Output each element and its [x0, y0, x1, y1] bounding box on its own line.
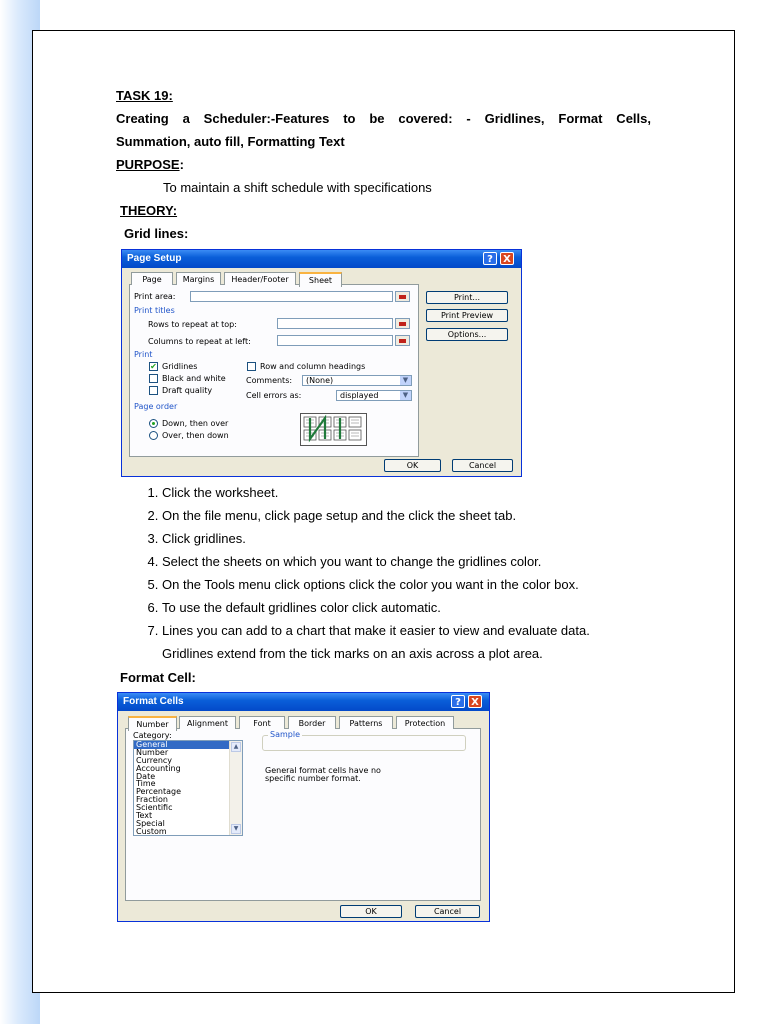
down-then-over-label: Down, then over [162, 419, 229, 428]
list-item: 5. On the Tools menu click options click the color you want in the color box. [162, 576, 656, 599]
help-icon[interactable]: ? [483, 252, 497, 265]
cancel-button[interactable]: Cancel [415, 905, 480, 918]
list-item[interactable]: General [134, 741, 242, 749]
list-item[interactable]: Number [136, 747, 169, 757]
close-icon[interactable]: X [500, 252, 514, 265]
list-item[interactable]: Fraction [136, 795, 168, 805]
collapse-dialog-icon[interactable] [395, 318, 410, 329]
tab-patterns[interactable]: Patterns [339, 716, 393, 729]
gridlines-checkbox[interactable]: ✔ [150, 362, 157, 371]
list-item[interactable]: Special [136, 818, 165, 828]
chevron-down-icon: ▼ [400, 376, 411, 385]
over-then-down-radio[interactable] [149, 431, 158, 440]
category-listbox[interactable] [133, 740, 243, 836]
black-white-label: Black and white [162, 374, 226, 383]
gridlines-heading: Grid lines: [124, 226, 189, 241]
page-setup-titlebar [122, 250, 521, 268]
list-item: 2. On the file menu, click page setup and the click the sheet tab. [162, 507, 656, 530]
row-col-headings-label: Row and column headings [260, 362, 366, 371]
tab-border[interactable]: Border [288, 716, 336, 729]
tab-page[interactable]: Page [131, 272, 173, 285]
cell-errors-value: displayed [340, 391, 379, 400]
list-item: 3. Click gridlines. [162, 530, 656, 553]
cols-repeat-label: Columns to repeat at left: [148, 337, 251, 346]
print-titles-group: Print titles [134, 306, 175, 315]
list-item[interactable]: Percentage [136, 787, 182, 797]
page-order-preview-icon [300, 413, 367, 446]
rows-repeat-label: Rows to repeat at top: [148, 320, 237, 329]
list-item [162, 622, 656, 668]
down-then-over-radio[interactable] [149, 419, 158, 428]
scroll-down-icon[interactable]: ▼ [231, 824, 241, 834]
comments-select[interactable] [302, 375, 412, 386]
purpose-text: To maintain a shift schedule with specifications [163, 180, 432, 195]
list-item[interactable]: Accounting [136, 763, 181, 773]
ok-button[interactable]: OK [384, 459, 441, 472]
format-cell-heading: Format Cell: [120, 670, 196, 685]
print-button[interactable]: Print... [426, 291, 508, 304]
ok-button[interactable]: OK [340, 905, 402, 918]
gridlines-steps-list [116, 484, 656, 668]
tab-margins[interactable]: Margins [176, 272, 221, 285]
category-label: Category: [133, 731, 172, 740]
format-cells-titlebar [118, 693, 489, 711]
comments-label: Comments: [246, 376, 293, 385]
task-title: TASK 19: [116, 88, 173, 103]
chevron-down-icon: ▼ [400, 391, 411, 400]
cell-errors-select[interactable] [336, 390, 412, 401]
list-item[interactable]: Text [136, 811, 153, 821]
scroll-up-icon[interactable]: ▲ [231, 742, 241, 752]
heading-line-1: Creating a Scheduler:-Features to be covered: - Gridlines, Format Cells, [116, 111, 651, 126]
collapse-dialog-icon[interactable] [395, 335, 410, 346]
tab-alignment[interactable]: Alignment [179, 716, 236, 729]
purpose-heading [116, 157, 184, 172]
sample-box [262, 730, 466, 751]
black-white-checkbox[interactable] [149, 374, 158, 383]
step-7-line-1: Lines you can add to a chart that make it easier to view and evaluate data. [162, 623, 590, 638]
page-setup-title: Page Setup [127, 253, 182, 264]
help-icon[interactable]: ? [451, 695, 465, 708]
heading-line-2: Summation, auto fill, Formatting Text [116, 134, 345, 149]
list-item[interactable]: Date [136, 771, 156, 781]
close-icon[interactable]: X [468, 695, 482, 708]
print-group: Print [134, 350, 153, 359]
gridlines-label: Gridlines [162, 362, 198, 371]
category-scrollbar[interactable] [229, 741, 242, 835]
tab-number[interactable]: Number [128, 716, 177, 731]
over-then-down-label: Over, then down [162, 431, 229, 440]
tab-font[interactable]: Font [239, 716, 285, 729]
description-line-1: General format cells have no [265, 766, 381, 775]
purpose-label: PURPOSE [116, 157, 180, 172]
cols-repeat-input[interactable] [277, 335, 393, 346]
draft-quality-checkbox[interactable] [149, 386, 158, 395]
sample-label: Sample [270, 730, 300, 739]
tab-protection[interactable]: Protection [396, 716, 454, 729]
draft-quality-label: Draft quality [162, 386, 213, 395]
print-area-label: Print area: [134, 292, 176, 301]
list-item: 4. Select the sheets on which you want to change the gridlines color. [162, 553, 656, 576]
theory-heading: THEORY: [120, 203, 178, 218]
step-7-line-2: Gridlines extend from the tick marks on an axis across a plot area. [162, 646, 543, 661]
rows-repeat-input[interactable] [277, 318, 393, 329]
list-item[interactable]: Custom [136, 826, 167, 836]
format-cells-title: Format Cells [123, 696, 184, 707]
list-item: 1. Click the worksheet. [162, 484, 656, 507]
page-setup-dialog [121, 249, 522, 477]
purpose-colon: : [179, 157, 184, 172]
print-area-input[interactable] [190, 291, 393, 302]
list-item: 6. To use the default gridlines color click automatic. [162, 599, 656, 622]
options-button[interactable]: Options... [426, 328, 508, 341]
print-preview-button[interactable]: Print Preview [426, 309, 508, 322]
format-cells-dialog [117, 692, 490, 922]
comments-value: (None) [306, 376, 334, 385]
cell-errors-label: Cell errors as: [246, 391, 302, 400]
description-line-2: specific number format. [265, 774, 361, 783]
list-item[interactable]: Currency [136, 755, 173, 765]
list-item[interactable]: Scientific [136, 803, 173, 813]
tab-sheet[interactable]: Sheet [299, 272, 342, 287]
cancel-button[interactable]: Cancel [452, 459, 513, 472]
list-item[interactable]: Time [136, 779, 156, 789]
page-order-group: Page order [134, 402, 178, 411]
row-col-headings-checkbox[interactable] [247, 362, 256, 371]
tab-header-footer[interactable]: Header/Footer [224, 272, 296, 285]
collapse-dialog-icon[interactable] [395, 291, 410, 302]
